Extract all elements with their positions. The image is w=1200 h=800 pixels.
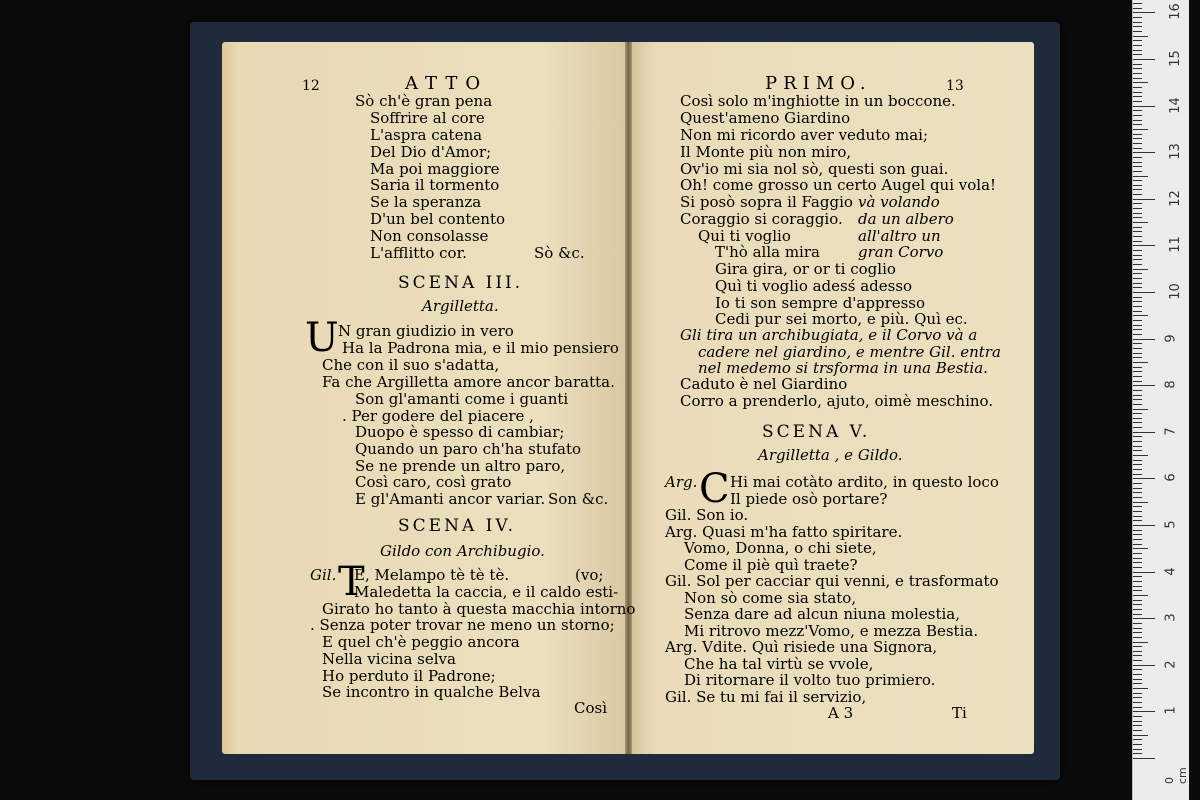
ruler-tick xyxy=(1133,287,1142,288)
ruler-tick xyxy=(1133,660,1142,661)
ruler-tick xyxy=(1133,758,1155,759)
right-text-line: cadere nel giardino, e mentre Gil. entra xyxy=(698,343,1001,361)
right-text-line: nel medemo si trsforma in una Bestia. xyxy=(698,359,988,377)
ruler-tick xyxy=(1133,250,1142,251)
ruler-tick xyxy=(1133,646,1142,647)
ruler-tick xyxy=(1133,632,1142,633)
ruler-tick xyxy=(1133,749,1142,750)
ruler-tick xyxy=(1133,138,1142,139)
ruler-tick xyxy=(1133,665,1155,666)
left-text-line: Duopo è spesso di cambiar; xyxy=(355,423,565,441)
ruler-tick xyxy=(1133,124,1142,125)
ruler-tick xyxy=(1133,68,1142,69)
ruler-tick xyxy=(1133,744,1142,745)
ruler-number: 14 xyxy=(1167,96,1183,114)
ruler-tick xyxy=(1133,245,1155,246)
ruler-tick xyxy=(1133,735,1148,736)
ruler-tick xyxy=(1133,651,1142,652)
ruler-tick xyxy=(1133,203,1142,204)
ruler-tick xyxy=(1133,679,1142,680)
ruler-number: 12 xyxy=(1167,190,1183,207)
ruler-tick xyxy=(1133,315,1148,316)
right-text-line: Si posò sopra il Faggio xyxy=(680,193,853,211)
ruler-tick xyxy=(1133,623,1142,624)
ruler-tick xyxy=(1133,614,1142,615)
ruler-tick xyxy=(1133,231,1142,232)
ruler-tick xyxy=(1133,362,1148,363)
ruler-tick xyxy=(1133,348,1142,349)
right-text-line: Gil. Sol per cacciar qui venni, e trasformato xyxy=(665,572,999,590)
ruler-tick xyxy=(1133,22,1142,23)
ruler-tick xyxy=(1133,441,1142,442)
ruler-tick xyxy=(1133,367,1142,368)
right-text-line: Così solo m'inghiotte in un boccone. xyxy=(680,92,956,110)
ruler-tick xyxy=(1133,469,1142,470)
ruler-tick xyxy=(1133,73,1142,74)
left-text-line: Son &c. xyxy=(548,490,609,508)
ruler-tick xyxy=(1133,711,1155,712)
right-text-line: Gli tira un archibugiata, e il Corvo và a xyxy=(680,326,978,344)
ruler-tick xyxy=(1133,385,1155,386)
ruler-tick xyxy=(1133,427,1142,428)
ruler-number: 7 xyxy=(1163,427,1179,436)
left-text-line: Che con il suo s'adatta, xyxy=(322,356,500,374)
right-text-line: Corro a prenderlo, ajuto, oimè meschino. xyxy=(680,392,994,410)
ruler-tick xyxy=(1133,199,1155,200)
left-text-line: N gran giudizio in vero xyxy=(338,322,514,340)
ruler-tick xyxy=(1133,185,1142,186)
ruler-tick xyxy=(1133,492,1142,493)
ruler-tick xyxy=(1133,683,1142,684)
right-drop-cap: C xyxy=(699,466,730,512)
left-text-line: Ha la Padrona mia, e il mio pensiero xyxy=(342,339,619,357)
ruler-tick xyxy=(1133,544,1142,545)
ruler-tick xyxy=(1133,12,1155,13)
ruler-tick xyxy=(1133,753,1142,754)
left-text-line: . Per godere del piacere , xyxy=(342,407,534,425)
left-text-line: D'un bel contento xyxy=(370,210,505,228)
ruler-tick xyxy=(1133,707,1142,708)
ruler-tick xyxy=(1133,581,1142,582)
ruler-tick xyxy=(1133,3,1142,4)
ruler-tick xyxy=(1133,525,1155,526)
ruler-tick xyxy=(1133,450,1142,451)
ruler-number: 13 xyxy=(1167,143,1183,160)
ruler-tick xyxy=(1133,87,1142,88)
ruler-tick xyxy=(1133,502,1148,503)
left-text-line: Gildo con Archibugio. xyxy=(380,542,545,560)
ruler-tick xyxy=(1133,548,1148,549)
ruler-tick xyxy=(1133,455,1148,456)
ruler-tick xyxy=(1133,464,1142,465)
ruler-tick xyxy=(1133,478,1155,479)
right-text-line: SCENA V. xyxy=(762,422,871,442)
ruler-tick xyxy=(1133,82,1148,83)
ruler-tick xyxy=(1133,143,1142,144)
ruler-tick xyxy=(1133,422,1142,423)
right-text-line: Io ti son sempre d'appresso xyxy=(715,294,926,312)
ruler-tick xyxy=(1133,516,1142,517)
left-text-line: Ho perduto il Padrone; xyxy=(322,667,496,685)
ruler-tick xyxy=(1133,45,1142,46)
signature-mark: A 3 xyxy=(828,704,854,722)
ruler-number: 16 xyxy=(1167,3,1183,21)
left-text-line: Se incontro in qualche Belva xyxy=(322,683,541,701)
right-text-line: Arg. Vdite. Quì risiede una Signora, xyxy=(665,638,938,656)
ruler-number: 2 xyxy=(1163,660,1179,669)
ruler-tick xyxy=(1133,189,1142,190)
right-text-line: Quest'ameno Giardino xyxy=(680,109,851,127)
right-text-line: all'altro un xyxy=(858,227,941,245)
ruler-tick xyxy=(1133,595,1148,596)
left-text-line: E quel ch'è peggio ancora xyxy=(322,633,520,651)
ruler-tick xyxy=(1133,511,1142,512)
ruler-tick xyxy=(1133,329,1142,330)
book-gutter xyxy=(625,42,632,754)
ruler-tick xyxy=(1133,604,1142,605)
left-text-line: Fa che Argilletta amore ancor baratta. xyxy=(322,373,615,391)
ruler-tick xyxy=(1133,96,1142,97)
ruler-tick xyxy=(1133,534,1142,535)
right-running-head: PRIMO. xyxy=(765,73,872,94)
left-drop-cap: U xyxy=(305,315,339,361)
right-text-line: Coraggio si coraggio. xyxy=(680,210,843,228)
left-page-number: 12 xyxy=(302,78,320,94)
right-text-line: Cedi pur sei morto, e più. Quì ec. xyxy=(715,310,968,328)
ruler-tick xyxy=(1133,227,1142,228)
left-text-line: Nella vicina selva xyxy=(322,650,456,668)
ruler-tick xyxy=(1133,78,1142,79)
left-text-line: Girato ho tanto à questa macchia intorno xyxy=(322,600,636,618)
ruler-tick xyxy=(1133,572,1155,573)
ruler-tick xyxy=(1133,40,1142,41)
left-text-line: SCENA III. xyxy=(398,273,524,293)
ruler-tick xyxy=(1133,497,1142,498)
ruler-tick xyxy=(1133,176,1148,177)
ruler-tick xyxy=(1133,166,1142,167)
ruler-tick xyxy=(1133,520,1142,521)
ruler-tick xyxy=(1133,50,1142,51)
right-text-line: Mi ritrovo mezz'Vomo, e mezza Bestia. xyxy=(684,622,979,640)
ruler-tick xyxy=(1133,553,1142,554)
right-text-line: Che ha tal virtù se vvole, xyxy=(684,655,874,673)
ruler-tick xyxy=(1133,618,1155,619)
left-text-line: Ma poi maggiore xyxy=(370,160,500,178)
right-text-line: Argilletta , e Gildo. xyxy=(758,446,903,464)
ruler-tick xyxy=(1133,404,1142,405)
ruler-tick xyxy=(1133,506,1142,507)
ruler-tick xyxy=(1133,222,1148,223)
ruler-tick xyxy=(1133,637,1142,638)
right-text-line: Come il piè quì traete? xyxy=(684,556,858,574)
left-text-line: Sò ch'è gran pena xyxy=(355,92,493,110)
ruler-tick xyxy=(1133,530,1142,531)
right-text-line: Di ritornare il volto tuo primiero. xyxy=(684,671,936,689)
ruler-tick xyxy=(1133,628,1142,629)
left-text-line: L'aspra catena xyxy=(370,126,483,144)
right-text-line: T'hò alla mira xyxy=(715,243,820,261)
left-text-line: Del Dio d'Amor; xyxy=(370,143,492,161)
ruler-tick xyxy=(1133,101,1142,102)
ruler-tick xyxy=(1133,609,1142,610)
ruler-tick xyxy=(1133,292,1155,293)
ruler-tick xyxy=(1133,278,1142,279)
ruler-tick xyxy=(1133,306,1142,307)
ruler-tick xyxy=(1133,395,1142,396)
ruler-tick xyxy=(1133,586,1142,587)
ruler-tick xyxy=(1133,576,1142,577)
ruler-tick xyxy=(1133,390,1142,391)
ruler-number: 10 xyxy=(1167,283,1183,300)
ruler-tick xyxy=(1133,157,1142,158)
ruler-tick xyxy=(1133,590,1142,591)
ruler-tick xyxy=(1133,264,1142,265)
ruler-tick xyxy=(1133,539,1142,540)
ruler-tick xyxy=(1133,730,1142,731)
ruler-tick xyxy=(1133,432,1155,433)
left-drop-cap: T xyxy=(338,559,365,605)
right-text-line: Caduto è nel Giardino xyxy=(680,375,848,393)
ruler-tick xyxy=(1133,725,1142,726)
ruler-tick xyxy=(1133,297,1142,298)
ruler-tick xyxy=(1133,31,1142,32)
ruler-tick xyxy=(1133,269,1148,270)
left-text-line: Se la speranza xyxy=(370,193,482,211)
left-text-line: Gil. xyxy=(310,566,337,584)
ruler-tick xyxy=(1133,371,1142,372)
right-text-line: Oh! come grosso un certo Augel qui vola! xyxy=(680,176,997,194)
ruler-tick xyxy=(1133,129,1148,130)
ruler-tick xyxy=(1133,134,1142,135)
ruler-tick xyxy=(1133,474,1142,475)
ruler-tick xyxy=(1133,343,1142,344)
ruler-tick xyxy=(1133,110,1142,111)
left-text-line: Son gl'amanti come i guanti xyxy=(355,390,569,408)
right-text-line: Il Monte più non miro, xyxy=(680,143,852,161)
ruler-tick xyxy=(1133,674,1142,675)
left-text-line: E, Melampo tè tè tè. xyxy=(354,566,510,584)
ruler-tick xyxy=(1133,716,1142,717)
ruler-tick xyxy=(1133,697,1142,698)
ruler-tick xyxy=(1133,436,1142,437)
right-text-line: Senza dare ad alcun niuna molestia, xyxy=(684,605,960,623)
left-text-line: Maledetta la caccia, e il caldo esti- xyxy=(354,583,619,601)
ruler-tick xyxy=(1133,381,1142,382)
ruler-tick xyxy=(1133,241,1142,242)
right-text-line: Ti xyxy=(952,704,967,722)
right-text-line: Ov'io mi sia nol sò, questi son guai. xyxy=(680,160,949,178)
left-text-line: Saria il tormento xyxy=(370,176,500,194)
ruler-tick xyxy=(1133,693,1142,694)
right-text-line: Non mi ricordo aver veduto mai; xyxy=(680,126,929,144)
ruler-tick xyxy=(1133,236,1142,237)
ruler-tick xyxy=(1133,460,1142,461)
ruler-tick xyxy=(1133,376,1142,377)
ruler-tick xyxy=(1133,213,1142,214)
right-text-line: Qui ti voglio xyxy=(698,227,791,245)
ruler-tick xyxy=(1133,325,1142,326)
ruler-tick xyxy=(1133,217,1142,218)
ruler-tick xyxy=(1133,688,1148,689)
ruler-tick xyxy=(1133,162,1142,163)
ruler-tick xyxy=(1133,357,1142,358)
left-running-head: ATTO xyxy=(405,73,489,94)
ruler-tick xyxy=(1133,115,1142,116)
ruler-tick xyxy=(1133,320,1142,321)
left-text-line: L'afflitto cor. xyxy=(370,244,467,262)
left-text-line: Soffrire al core xyxy=(370,109,485,127)
left-text-line: Sò &c. xyxy=(534,244,585,262)
ruler-tick xyxy=(1133,483,1142,484)
ruler-tick xyxy=(1133,59,1155,60)
ruler-tick xyxy=(1133,488,1142,489)
ruler-tick xyxy=(1133,148,1142,149)
ruler-tick xyxy=(1133,721,1142,722)
left-text-line: SCENA IV. xyxy=(398,516,517,536)
ruler-unit: 0 cm xyxy=(1163,767,1189,784)
ruler-tick xyxy=(1133,64,1142,65)
ruler-tick xyxy=(1133,180,1142,181)
ruler-number: 6 xyxy=(1163,473,1179,483)
right-text-line: và volando xyxy=(858,193,940,211)
ruler-tick xyxy=(1133,120,1142,121)
ruler-tick xyxy=(1133,669,1142,670)
ruler-tick xyxy=(1133,283,1142,284)
left-text-line: E gl'Amanti ancor variar. xyxy=(355,490,546,508)
right-text-line: Arg. Quasi m'ha fatto spiritare. xyxy=(665,523,903,541)
ruler-tick xyxy=(1133,36,1148,37)
ruler-tick xyxy=(1133,259,1142,260)
ruler-tick xyxy=(1133,311,1142,312)
ruler-number: 9 xyxy=(1163,333,1179,343)
ruler-tick xyxy=(1133,558,1142,559)
left-text-line: Non consolasse xyxy=(370,227,489,245)
left-text-line: Argilletta. xyxy=(422,297,499,315)
ruler-tick xyxy=(1133,339,1155,340)
left-text-line: Se ne prende un altro paro, xyxy=(355,457,566,475)
measurement-ruler xyxy=(1132,0,1189,800)
ruler-tick xyxy=(1133,418,1142,419)
left-text-line: Così xyxy=(574,699,608,717)
ruler-number: 3 xyxy=(1163,613,1179,622)
right-text-line: Gil. Son io. xyxy=(665,506,749,524)
ruler-tick xyxy=(1133,273,1142,274)
ruler-tick xyxy=(1133,600,1142,601)
ruler-tick xyxy=(1133,208,1142,209)
left-text-line: Così caro, così grato xyxy=(355,473,512,491)
left-text-line: (vo; xyxy=(575,566,604,584)
ruler-tick xyxy=(1133,413,1142,414)
ruler-tick xyxy=(1133,255,1142,256)
ruler-tick xyxy=(1133,567,1142,568)
ruler-tick xyxy=(1133,642,1148,643)
ruler-tick xyxy=(1133,334,1142,335)
ruler-tick xyxy=(1133,8,1142,9)
ruler-tick xyxy=(1133,446,1142,447)
right-text-line: da un albero xyxy=(858,210,954,228)
left-text-line: Quando un paro ch'ha stufato xyxy=(355,440,582,458)
right-text-line: Arg. xyxy=(665,473,698,491)
right-text-line: Non sò come sia stato, xyxy=(684,589,857,607)
ruler-tick xyxy=(1133,106,1155,107)
right-text-line: Gira gira, or or ti coglio xyxy=(715,260,896,278)
right-text-line: Il piede osò portare? xyxy=(730,490,888,508)
ruler-number: 1 xyxy=(1163,706,1179,716)
ruler-tick xyxy=(1133,26,1142,27)
ruler-number: 4 xyxy=(1163,566,1179,576)
ruler-tick xyxy=(1133,562,1142,563)
ruler-tick xyxy=(1133,409,1148,410)
ruler-tick xyxy=(1133,739,1142,740)
ruler-tick xyxy=(1133,54,1142,55)
left-text-line: . Senza poter trovar ne meno un storno; xyxy=(310,616,615,634)
ruler-tick xyxy=(1133,301,1142,302)
ruler-number: 8 xyxy=(1163,380,1179,389)
ruler-tick xyxy=(1133,92,1142,93)
ruler-number: 5 xyxy=(1163,520,1179,529)
right-text-line: Hi mai cotàto ardito, in questo loco xyxy=(730,473,999,491)
ruler-number: 15 xyxy=(1167,50,1183,67)
ruler-tick xyxy=(1133,171,1142,172)
right-text-line: gran Corvo xyxy=(858,243,944,261)
right-text-line: Gil. Se tu mi fai il servizio, xyxy=(665,688,867,706)
ruler-tick xyxy=(1133,152,1155,153)
ruler-tick xyxy=(1133,194,1142,195)
ruler-tick xyxy=(1133,399,1142,400)
right-text-line: Vomo, Donna, o chi siete, xyxy=(684,539,877,557)
ruler-tick xyxy=(1133,655,1142,656)
right-text-line: Quì ti voglio adesś adesso xyxy=(715,277,913,295)
ruler-tick xyxy=(1133,353,1142,354)
ruler-tick xyxy=(1133,17,1142,18)
right-page-number: 13 xyxy=(946,78,964,94)
ruler-number: 11 xyxy=(1167,236,1183,254)
ruler-tick xyxy=(1133,702,1142,703)
